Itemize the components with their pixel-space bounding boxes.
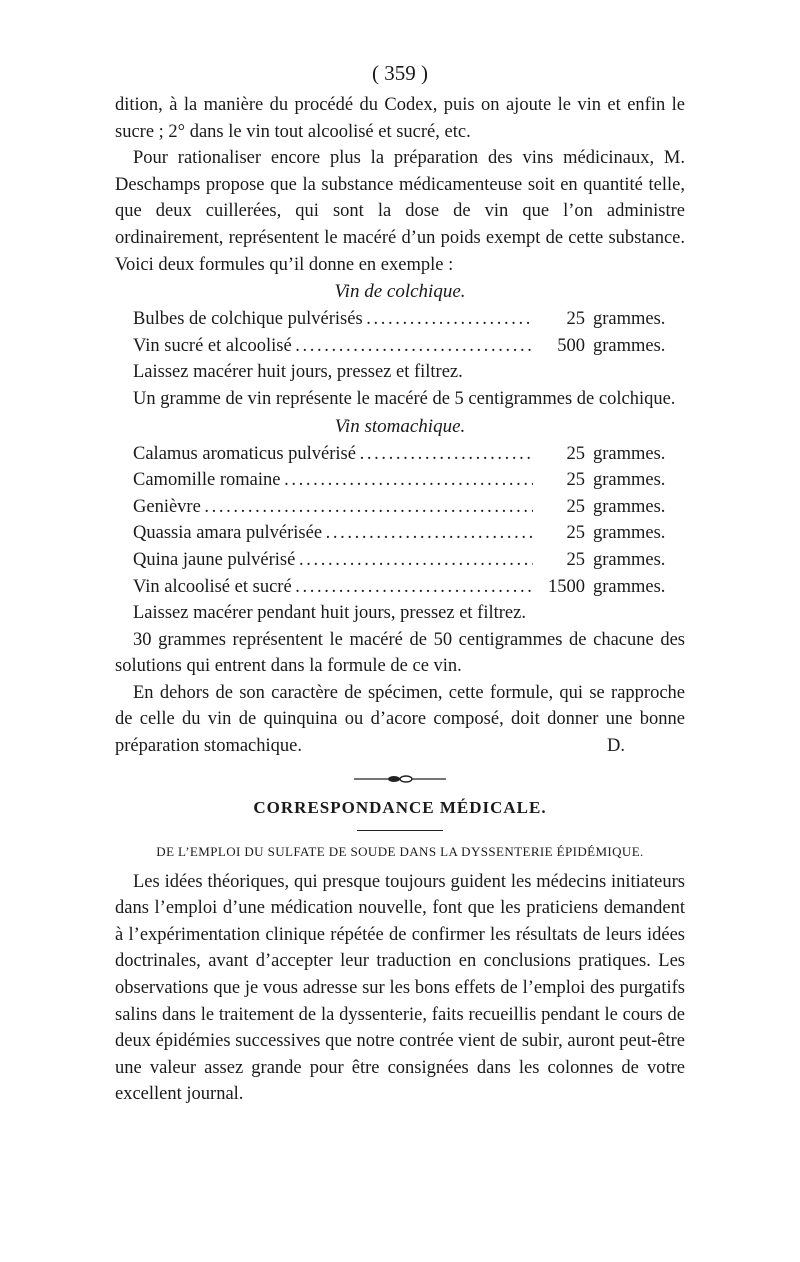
divider-rule xyxy=(357,830,443,831)
ingredient-name: Quassia amara pulvérisée . . . xyxy=(133,520,533,547)
recipe-instruction: Laissez macérer pendant huit jours, pressez et filtrez. xyxy=(133,603,526,624)
ingredient-qty: 25 xyxy=(566,523,585,544)
signature: D. xyxy=(607,736,625,757)
ornament-icon xyxy=(352,774,448,784)
ingredient-unit: grammes. xyxy=(593,576,666,597)
ingredient-qty: 25 xyxy=(566,470,585,491)
ingredient-name: Camomille romaine . . . xyxy=(133,467,533,494)
ingredient-name: Genièvre . . . xyxy=(133,494,533,521)
ingredient-unit: grammes. xyxy=(593,335,666,356)
ingredient-unit: grammes. xyxy=(593,443,666,464)
recipe-item xyxy=(133,547,685,574)
ingredient-unit: grammes. xyxy=(593,496,666,517)
page xyxy=(115,58,685,1108)
recipe-title-stomachique: Vin stomachique. xyxy=(334,415,466,437)
ingredient-name: Vin sucré et alcoolisé . . . xyxy=(133,333,533,360)
recipe-note: Un gramme de vin représente le macéré de 5 centigrammes de colchique. xyxy=(133,388,676,409)
page-number: ( 359 ) xyxy=(372,61,428,85)
ingredient-qty: 25 xyxy=(566,443,585,464)
recipe-item xyxy=(133,306,685,333)
article-title: DE L’EMPLOI DU SULFATE DE SOUDE DANS LA DYSSENTERIE ÉPIDÉMIQUE. xyxy=(156,843,644,859)
recipe-instruction: Laissez macérer huit jours, pressez et filtrez. xyxy=(133,362,463,383)
recipe-item xyxy=(133,333,685,360)
ingredient-qty: 25 xyxy=(566,496,585,517)
recipe-item xyxy=(133,441,685,468)
ingredient-qty: 25 xyxy=(566,549,585,570)
ingredient-unit: grammes. xyxy=(593,309,666,330)
ingredient-unit: grammes. xyxy=(593,470,666,491)
ingredient-name: Quina jaune pulvérisé . . . xyxy=(133,547,533,574)
ingredient-qty: 25 xyxy=(566,309,585,330)
recipe-item xyxy=(133,574,685,601)
section-title: CORRESPONDANCE MÉDICALE. xyxy=(253,797,547,817)
closing-text: En dehors de son caractère de spécimen, cette formule, qui se rapproche de celle du vin de quinquina ou d’acore composé, doit donner une bonne préparation stomachique. xyxy=(115,682,685,757)
ingredient-name: Calamus aromaticus pulvérisé . . . xyxy=(133,441,533,468)
ingredient-unit: grammes. xyxy=(593,549,666,570)
ingredient-name: Vin alcoolisé et sucré . . . xyxy=(133,574,533,601)
ornament-divider xyxy=(115,774,685,784)
ingredient-name: Bulbes de colchique pulvérisés . . . xyxy=(133,306,533,333)
recipe-title-colchique: Vin de colchique. xyxy=(334,281,466,303)
recipe-item xyxy=(133,494,685,521)
recipe-item xyxy=(133,467,685,494)
ingredient-unit: grammes. xyxy=(593,523,666,544)
ingredient-qty: 1500 xyxy=(548,576,585,597)
paragraph-deschamps: Pour rationaliser encore plus la préparation des vins médicinaux, M. Deschamps propose que la substance médicamenteuse soit en quantité telle, que deux cuillerées, qui sont la dose de vin que l’on administre ordinairement, représentent le macéré d’un poids exempt de cette substance. Voici deux formules qu’il donne en exemple : xyxy=(115,148,685,275)
closing-paragraph xyxy=(115,680,685,760)
recipe-note: 30 grammes représentent le macéré de 50 centigrammes de chacune des solutions qui entrent dans la formule de ce vin. xyxy=(115,629,685,677)
ingredient-qty: 500 xyxy=(557,335,585,356)
recipe-item xyxy=(133,520,685,547)
article-paragraph: Les idées théoriques, qui presque toujours guident les médecins initiateurs dans l’emploi d’une médication nouvelle, font que les praticiens demandent à l’expérimentation clinique répétée de confirmer les résultats de leurs idées doctrinales, avant d’accepter leur traduction en conclusions pratiques. Les observations que je vous adresse sur les bons effets de l’emploi des purgatifs salins dans le traitement de la dyssenterie, faits recueillis pendant le cours de deux épidémies successives que notre contrée vient de subir, auront peut-être une valeur assez grande pour être consignées dans les colonnes de votre excellent journal. xyxy=(115,871,685,1105)
paragraph-continuation: dition, à la manière du procédé du Codex, puis on ajoute le vin et enfin le sucre ; 2° dans le vin tout alcoolisé et sucré, etc. xyxy=(115,95,685,142)
